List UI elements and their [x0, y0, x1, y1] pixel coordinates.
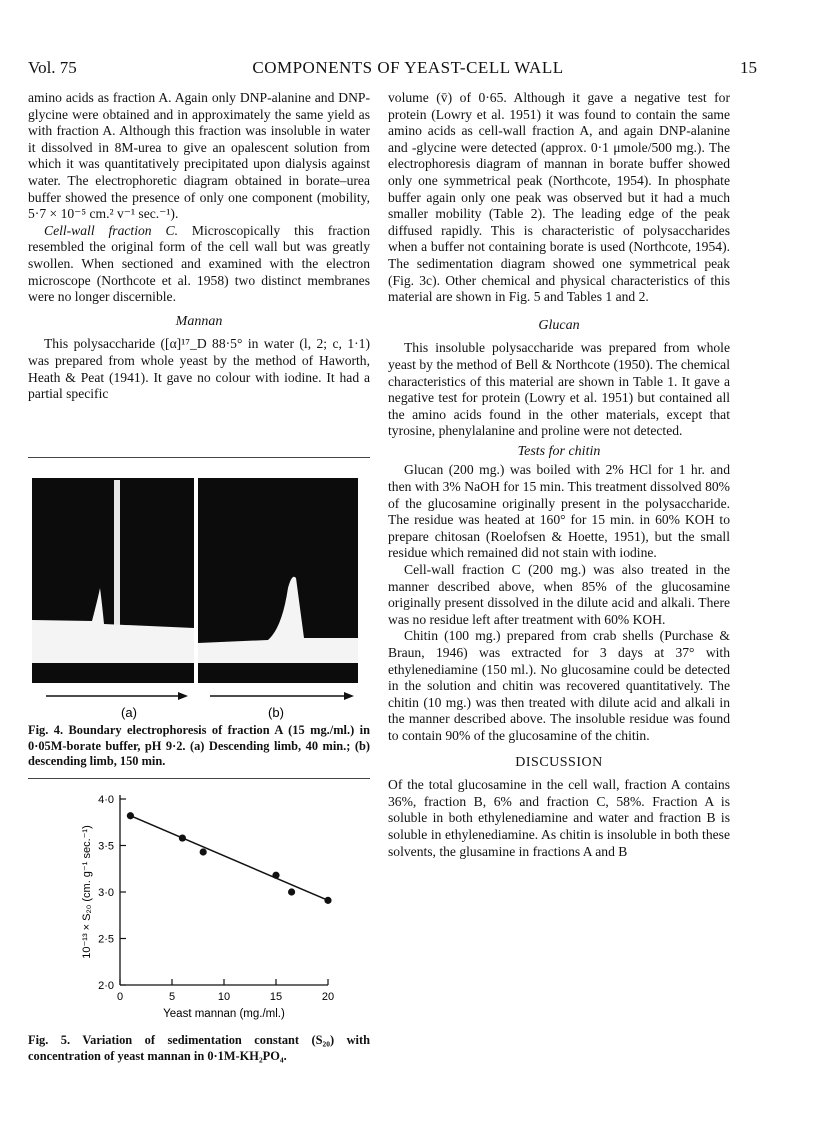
trace-peak [198, 577, 358, 663]
page-number: 15 [740, 58, 757, 77]
section-heading-mannan: Mannan [175, 313, 223, 329]
run-in-heading: Cell-wall fraction C. [44, 222, 178, 238]
section-heading-chitin: Tests for chitin [517, 443, 601, 459]
x-tick-label: 0 [116, 991, 124, 1003]
data-point [179, 834, 186, 841]
direction-arrows [28, 690, 370, 720]
trace-peak [32, 588, 194, 663]
y-tick-label: 2·0 [98, 980, 114, 992]
sedimentation-chart [28, 785, 370, 1030]
trace-line [114, 480, 120, 640]
right-column-text [388, 90, 730, 860]
paragraph: Chitin (100 mg.) prepared from crab shells (Purchase & Braun, 1946) was extracted for 3 days at 37° with ethylenediamine (150 ml.). No glucosamine could be detected in the solution and chitin was recovered quantitatively. The chitin (10 mg.) was then treated with dilute acid and alkali in the manner described above. The insoluble residue was found to contain 90% of the glucosamine of the chitin. [388, 628, 730, 743]
paragraph [28, 223, 370, 306]
paragraph: Glucan (200 mg.) was boiled with 2% HCl for 1 hr. and then with 3% NaOH for 15 min. This treatment dissolved 80% of the glucosamine originally present in the polysaccharide. The residue was heated at 160° for 15 min. in 60% KOH to prepare chitosan (Roelofsen & Hoette, 1951), but the small residue which remained did not stain with iodine. [388, 462, 730, 561]
paragraph: volume (v̄) of 0·65. Although it gave a negative test for protein (Lowry et al. 1951) it was found to contain the same amino acids as cell-wall fraction A, and again DNP-alanine and -glycine were detected (approx. 0·1 μmole/500 mg.). The electrophoresis diagram of mannan in borate buffer showed only one symmetrical peak (Northcote, 1954). In phosphate buffer again only one peak was observed but it had a much smaller mobility (Table 2). The leading edge of the peak diffused rapidly. This is characteristic of polysaccharides when a buffer not containing borate is used (Northcote, 1954). The sedimentation diagram showed one symmetrical peak (Fig. 3c). Other chemical and physical characteristics of this material are shown in Fig. 5 and Tables 1 and 2. [388, 90, 730, 305]
y-tick-label: 3·0 [98, 887, 114, 899]
data-point [127, 812, 134, 819]
arrowhead-b [344, 692, 354, 700]
x-tick-label: 15 [269, 991, 283, 1003]
data-point [324, 897, 331, 904]
electrophoresis-photo-b [198, 478, 358, 683]
data-point [272, 872, 279, 879]
figure-4-caption: Fig. 4. Boundary electrophoresis of fraction A (15 mg./ml.) in 0·05M-borate buffer, pH 9·2. (a) Descending limb, 40 min.; (b) descending limb, 150 min. [28, 723, 370, 768]
figure-5-caption: Fig. 5. Variation of sedimentation constant (S₂₀) with concentration of yeast mannan in 0·1M-KH₂PO₄. [28, 1033, 370, 1063]
paragraph-body: Microscopically this fraction resembled the original form of the cell wall but was greatly swollen. When sectioned and examined with the electron microscope (Northcote et al. 1958) two distinct membranes were no longer discernible. [28, 222, 370, 305]
section-heading-glucan: Glucan [538, 317, 580, 333]
volume-number: Vol. 75 [28, 58, 77, 77]
paragraph: This polysaccharide ([α]¹⁷_D 88·5° in water (l, 2; c, 1·1) was prepared from whole yeast by the method of Haworth, Heath & Peat (1941). It gave no colour with iodine. It had a partial specific [28, 336, 370, 402]
electrophoresis-photo-a [32, 478, 194, 683]
chart-ticks [98, 794, 334, 1003]
x-tick-label: 10 [217, 991, 231, 1003]
data-point [200, 848, 207, 855]
fit-line [130, 816, 328, 901]
figure-top-rule [28, 457, 370, 458]
x-tick-label: 20 [321, 991, 335, 1003]
paragraph: Cell-wall fraction C (200 mg.) was also treated in the manner described above, when 85% of the glucosamine originally present dissolved in the dilute acid and alkali. There was no residue left after treatment with 60% KOH. [388, 562, 730, 627]
y-tick-label: 2·5 [98, 933, 114, 946]
label-a: (a) [121, 705, 137, 720]
paragraph: This insoluble polysaccharide was prepared from whole yeast by the method of Bell & Northcote (1950). The chemical characteristics of this material are shown in Table 1. It gave a negative test for protein (Lowry et al. 1951) but contained all the amino acids found in the other materials, except that tyrosine, phenylalanine and proline were not detected. [388, 340, 730, 439]
x-axis-label: Yeast mannan (mg./ml.) [163, 1008, 285, 1020]
electrophoresis-trace-a [32, 478, 194, 683]
paragraph: Of the total glucosamine in the cell wall, fraction A contains 36%, fraction B, 6% and fraction C, 58%. Fraction A is soluble in both ethylenediamine and water and fraction B is soluble in ethylenediamine. As chitin is insoluble in both these solvents, the glusamine in fractions A and B [388, 777, 730, 859]
y-tick-label: 4·0 [98, 794, 114, 806]
arrowhead-a [178, 692, 188, 700]
left-column-text [28, 90, 370, 403]
label-b: (b) [268, 705, 284, 720]
paragraph: amino acids as fraction A. Again only DNP-alanine and DNP-glycine were obtained and in approximately the same yield as with fraction A. Although this fraction was insoluble in water it dissolved in 8M-urea to give an opalescent solution from which it was quantitatively precipitated upon dialysis against water. The electrophoretic diagram obtained in borate–urea buffer showed the presence of only one component (mobility, 5·7 × 10⁻⁵ cm.² v⁻¹ sec.⁻¹). [28, 90, 370, 222]
section-heading-discussion: DISCUSSION [515, 754, 603, 770]
y-axis-label: 10⁻¹³ × S₂₀ (cm. g⁻¹ sec.⁻¹) [81, 825, 93, 959]
electrophoresis-trace-b [198, 478, 358, 683]
running-title: COMPONENTS OF YEAST-CELL WALL [252, 58, 564, 77]
chart-axes [120, 795, 328, 985]
data-point [288, 888, 295, 895]
y-tick-label: 3·5 [98, 840, 114, 853]
chart-marks [127, 812, 332, 904]
figure-divider-rule [28, 778, 370, 779]
x-tick-label: 5 [168, 991, 176, 1003]
